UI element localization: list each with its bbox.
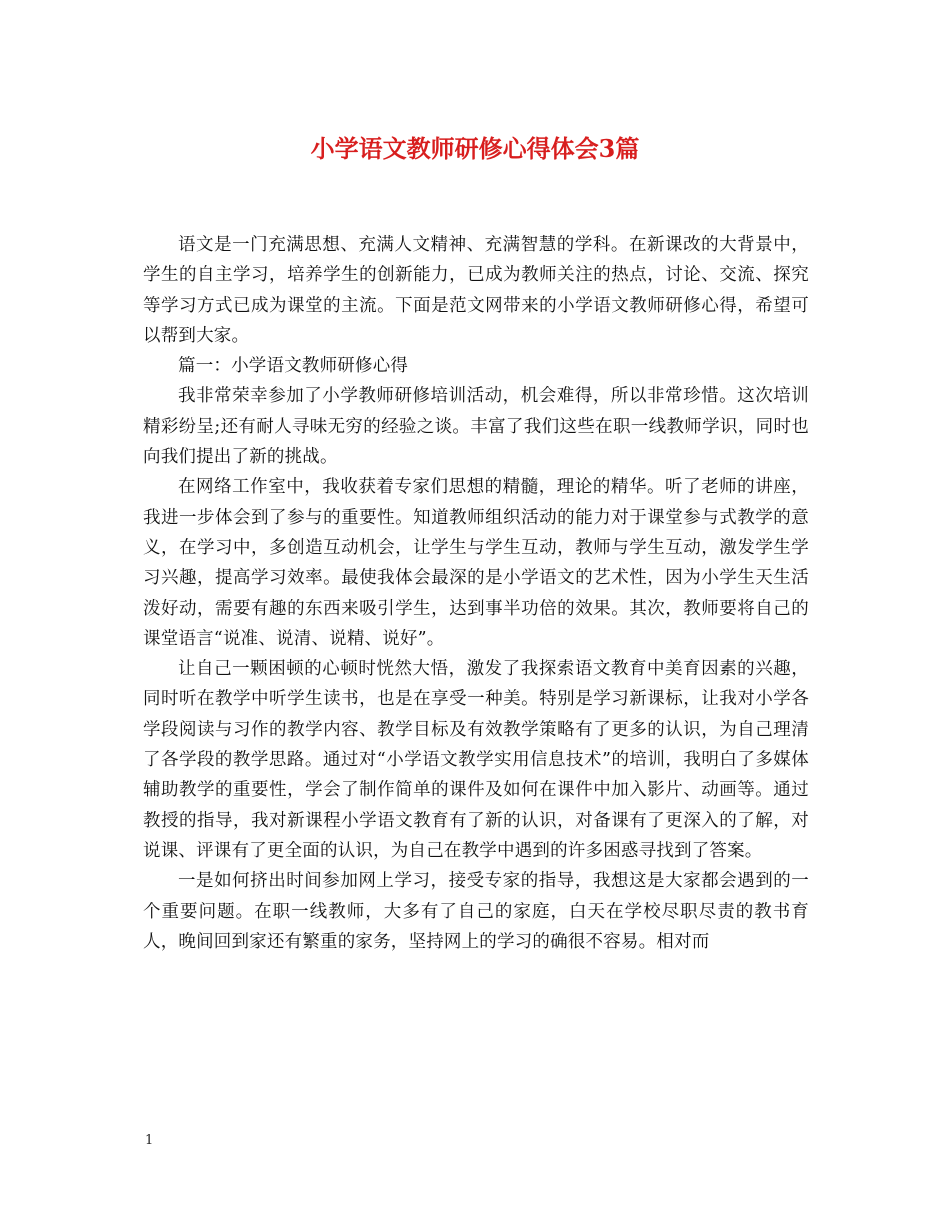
page-number: 1 <box>145 1133 154 1148</box>
paragraph: 我非常荣幸参加了小学教师研修培训活动，机会难得，所以非常珍惜。这次培训精彩纷呈;还有耐人寻味无穷的经验之谈。丰富了我们这些在职一线教师学识，同时也向我们提出了新的挑战。 <box>143 386 809 468</box>
paragraph: 让自己一颗困顿的心顿时恍然大悟，激发了我探索语文教育中美育因素的兴趣，同时听在教学中听学生读书，也是在享受一种美。特别是学习新课标，让我对小学各学段阅读与习作的教学内容、教学目标及有效教学策略有了更多的认识，为自己理清了各学段的教学思路。通过对“小学语文教学实用信息技术”的培训，我明白了多媒体辅助教学的重要性，学会了制作简单的课件及如何在课件中加入影片、动画等。通过教授的指导，我对新课程小学语文教育有了新的认识，对备课有了更深入的了解，对说课、评课有了更全面的认识，为自己在教学中遇到的许多困惑寻找到了答案。 <box>143 659 809 861</box>
document-title: 小学语文教师研修心得体会3篇 <box>310 134 640 163</box>
paragraph: 一是如何挤出时间参加网上学习，接受专家的指导，我想这是大家都会遇到的一个重要问题。在职一线教师，大多有了自己的家庭，白天在学校尽职尽责的教书育人，晚间回到家还有繁重的家务，坚持网上的学习的确很不容易。相对而 <box>143 871 809 952</box>
section-heading: 篇一：小学语文教师研修心得 <box>178 356 409 377</box>
document-body <box>143 230 809 957</box>
paragraph: 在网络工作室中，我收获着专家们思想的精髓，理论的精华。听了老师的讲座，我进一步体会到了参与的重要性。知道教师组织活动的能力对于课堂参与式教学的意义，在学习中，多创造互动机会，让学生与学生互动，教师与学生互动，激发学生学习兴趣，提高学习效率。最使我体会最深的是小学语文的艺术性，因为小学生天生活泼好动，需要有趣的东西来吸引学生，达到事半功倍的效果。其次，教师要将自己的课堂语言“说准、说清、说精、说好”。 <box>143 477 809 649</box>
paragraph-intro: 语文是一门充满思想、充满人文精神、充满智慧的学科。在新课改的大背景中，学生的自主学习，培养学生的创新能力，已成为教师关注的热点，讨论、交流、探究等学习方式已成为课堂的主流。下面是范文网带来的小学语文教师研修心得，希望可以帮到大家。 <box>143 235 809 346</box>
